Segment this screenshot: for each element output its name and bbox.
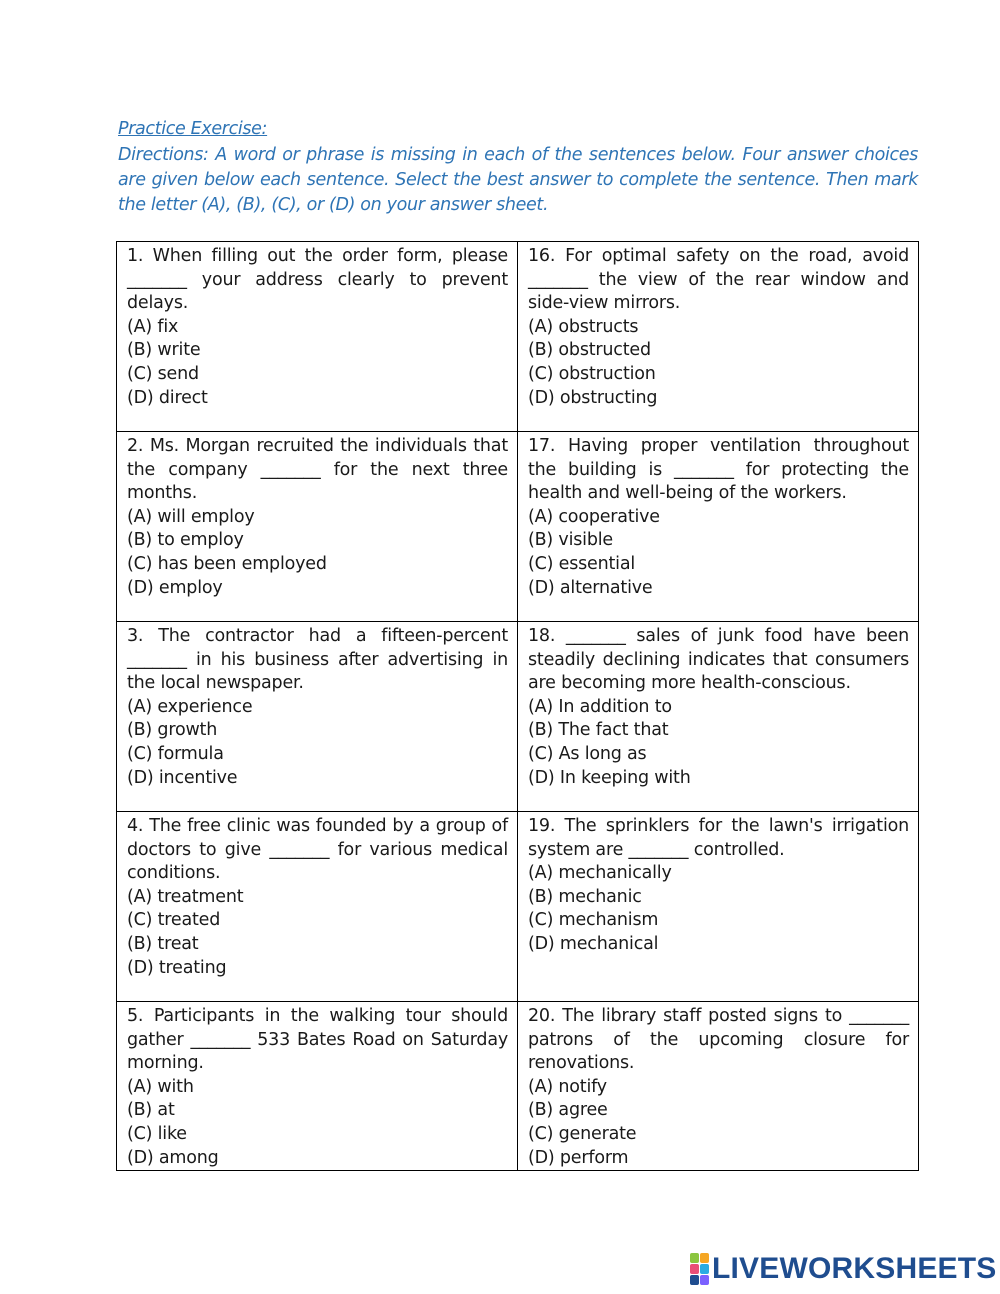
answer-option: (A) treatment [127, 886, 244, 907]
exercise-header [118, 117, 918, 218]
answer-option: (C) obstruction [528, 363, 656, 384]
answer-option: (B) mechanic [528, 886, 642, 907]
logo-square [700, 1264, 709, 1274]
answer-option: (A) obstructs [528, 316, 639, 337]
logo-text: LIVEWORKSHEETS [712, 1252, 997, 1285]
logo-mark-icon [690, 1253, 709, 1285]
logo-square [700, 1253, 709, 1263]
answer-option: (D) incentive [127, 767, 238, 788]
question-cell [117, 432, 518, 622]
answer-option: (B) visible [528, 530, 613, 551]
answer-option: (B) at [127, 1100, 175, 1121]
answer-option: (C) has been employed [127, 553, 327, 574]
question-row [117, 432, 919, 622]
answer-option: (C) treated [127, 910, 221, 931]
answer-option: (D) alternative [528, 577, 653, 598]
question-stem: 2. Ms. Morgan recruited the individuals that the company _______ for the next three months. [127, 436, 508, 504]
question-stem: 18. _______ sales of junk food have been steadily declining indicates that consumers are becoming more health-conscious. [528, 626, 909, 694]
answer-option: (B) write [127, 340, 201, 361]
logo-square [690, 1275, 699, 1285]
answer-option: (B) obstructed [528, 340, 651, 361]
answer-option: (A) will employ [127, 506, 255, 527]
answer-option: (D) perform [528, 1147, 629, 1168]
answer-option: (B) growth [127, 720, 218, 741]
question-cell [518, 242, 919, 432]
answer-option: (C) send [127, 363, 199, 384]
exercise-directions: Directions: A word or phrase is missing in each of the sentences below. Four answer choices are given below each sentence. Select the best answer to complete the sentence. Then mark the letter (A), (B), (C), or (D) on your answer sheet. [118, 144, 918, 215]
question-stem: 20. The library staff posted signs to _______ patrons of the upcoming closure for renovations. [528, 1006, 909, 1074]
answer-option: (C) mechanism [528, 910, 659, 931]
question-stem: 17. Having proper ventilation throughout the building is _______ for protecting the health and well-being of the workers. [528, 436, 909, 504]
answer-option: (D) direct [127, 387, 208, 408]
question-cell [518, 812, 919, 1002]
question-row [117, 812, 919, 1002]
answer-option: (A) with [127, 1076, 194, 1097]
answer-option: (A) notify [528, 1076, 607, 1097]
question-table [116, 241, 919, 1171]
answer-option: (B) to employ [127, 530, 244, 551]
answer-option: (A) experience [127, 696, 253, 717]
answer-option: (D) mechanical [528, 933, 659, 954]
answer-option: (C) As long as [528, 743, 647, 764]
answer-option: (D) treating [127, 957, 227, 978]
answer-option: (C) like [127, 1123, 187, 1144]
exercise-title: Practice Exercise: [118, 119, 268, 139]
question-stem: 3. The contractor had a fifteen-percent _______ in his business after advertising in the local newspaper. [127, 626, 508, 694]
logo-square [700, 1275, 709, 1285]
question-cell [117, 622, 518, 812]
answer-option: (C) generate [528, 1123, 637, 1144]
question-cell [518, 622, 919, 812]
question-cell [117, 242, 518, 432]
answer-option: (D) obstructing [528, 387, 658, 408]
answer-option: (C) essential [528, 553, 636, 574]
logo-square [690, 1264, 699, 1274]
liveworksheets-logo [690, 1252, 997, 1286]
logo-square [690, 1253, 699, 1263]
answer-option: (D) employ [127, 577, 223, 598]
question-cell [518, 1002, 919, 1171]
question-row [117, 622, 919, 812]
question-row [117, 1002, 919, 1171]
question-cell [117, 1002, 518, 1171]
question-row [117, 242, 919, 432]
question-stem: 1. When filling out the order form, please _______ your address clearly to prevent delays. [127, 246, 508, 314]
answer-option: (B) treat [127, 933, 199, 954]
answer-option: (A) fix [127, 316, 179, 337]
answer-option: (A) In addition to [528, 696, 672, 717]
question-stem: 5. Participants in the walking tour should gather _______ 533 Bates Road on Saturday morning. [127, 1006, 508, 1074]
question-stem: 19. The sprinklers for the lawn's irrigation system are _______ controlled. [528, 816, 909, 860]
answer-option: (B) agree [528, 1100, 608, 1121]
answer-option: (B) The fact that [528, 720, 669, 741]
answer-option: (D) In keeping with [528, 767, 691, 788]
question-stem: 16. For optimal safety on the road, avoid _______ the view of the rear window and side-view mirrors. [528, 246, 909, 314]
answer-option: (C) formula [127, 743, 224, 764]
question-cell [518, 432, 919, 622]
question-cell [117, 812, 518, 1002]
question-stem: 4. The free clinic was founded by a group of doctors to give _______ for various medical conditions. [127, 816, 508, 884]
answer-option: (A) mechanically [528, 863, 672, 884]
answer-option: (D) among [127, 1147, 219, 1168]
answer-option: (A) cooperative [528, 506, 660, 527]
